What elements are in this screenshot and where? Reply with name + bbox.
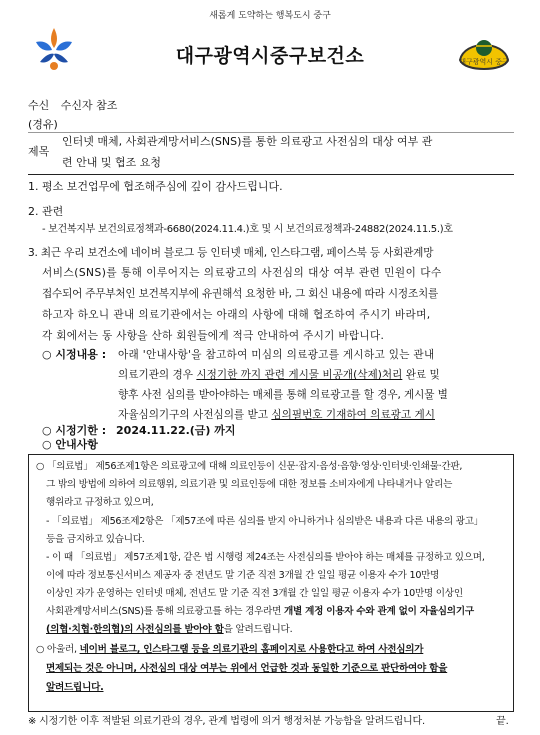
subject-line-2: 련 안내 및 협조 요청 xyxy=(62,156,161,169)
organization-name: 대구광역시중구보건소 xyxy=(175,45,365,67)
notice-line: 행위라고 규정하고 있으며, xyxy=(46,497,154,508)
correction-content-emphasis: 심의필번호 기재하여 의료광고 게시 xyxy=(271,409,435,421)
notice-text: ○ 아울러, xyxy=(36,644,80,655)
subject-line-1: 인터넷 매체, 사회관계망서비스(SNS)를 통한 의료광고 사전심의 대상 여부 관 xyxy=(62,135,433,148)
notice-text: 을 알려드립니다. xyxy=(223,624,293,635)
recipient-label: 수신 xyxy=(28,99,50,112)
footer-note: ※ 시정기한 이후 적발된 의료기관의 경우, 관계 법령에 의거 행정처분 가능함을 알려드립니다. xyxy=(28,716,425,727)
correction-content-text: 완료 및 xyxy=(402,369,440,381)
correction-content-line: 향후 사전 심의를 받아야하는 매체를 통해 의료광고를 할 경우, 게시물 별 xyxy=(118,389,448,401)
notice-emphasis: 개별 계정 이용자 수와 관계 없이 자율심의기구 xyxy=(283,606,474,617)
correction-content-text: 자율심의기구의 사전심의를 받고 xyxy=(118,409,272,421)
notice-line: - 「의료법」 제56조제2항은 「제57조에 따른 심의를 받지 아니하거나 심의받은 내용과 다른 내용의 광고」 xyxy=(46,516,484,527)
item-2-reference: - 보건복지부 보건의료정책과-6680(2024.11.4.)호 및 시 보건의료정책과-24882(2024.11.5.)호 xyxy=(42,224,453,235)
deadline-value: 2024.11.22.(금) 까지 xyxy=(116,424,236,437)
notice-emphasis-line: 알려드립니다. xyxy=(46,682,104,693)
correction-content-emphasis: 시정기한 까지 관련 게시물 비공개(삭제)처리 xyxy=(196,369,403,381)
recipient-value: 수신자 참조 xyxy=(60,99,118,112)
end-mark: 끝. xyxy=(496,716,509,727)
item-3-line: 서비스(SNS)를 통해 이루어지는 의료광고의 사전심의 대상 여부 관련 민원이 다수 xyxy=(42,267,442,279)
item-1: 1. 평소 보건업무에 협조해주심에 깊이 감사드립니다. xyxy=(28,180,283,193)
notice-emphasis-line: 면제되는 것은 아니며, 사전심의 대상 여부는 위에서 언급한 것과 동일한 기준으로 판단하여야 함을 xyxy=(46,663,448,674)
correction-content-label: ○ 시정내용 : xyxy=(42,348,107,361)
notice-text: 사회관계망서비스(SNS)를 통해 의료광고를 하는 경우라면 xyxy=(46,606,284,617)
notice-line: 이에 따라 정보통신서비스 제공자 중 전년도 말 기준 직전 3개월 간 일일 평균 이용자 수가 10만명 xyxy=(46,570,440,581)
notice-line: ○ 「의료법」 제56조제1항은 의료광고에 대해 의료인등이 신문·잡지·음성·음향·영상·인터넷·인쇄물·간판, xyxy=(36,461,463,472)
notice-line: 이상인 자가 운영하는 인터넷 매체, 전년도 말 기준 직전 3개월 간 일일 평균 이용자 수가 10만명 이상인 xyxy=(46,588,463,599)
item-3-line: 각 회에서는 동 사항을 산하 회원들에게 적극 안내하여 주시기 바랍니다. xyxy=(42,330,385,342)
notice-emphasis: 네이버 블로그, 인스타그램 등을 의료기관의 홈페이지로 사용한다고 하여 사전심의가 xyxy=(79,644,424,655)
item-3-line: 3. 최근 우리 보건소에 네이버 블로그 등 인터넷 매체, 인스타그램, 페이스북 등 사회관계망 xyxy=(28,247,434,259)
item-2: 2. 관련 xyxy=(28,205,64,218)
title-divider xyxy=(28,174,514,175)
slogan: 새롭게 도약하는 행복도시 중구 xyxy=(209,11,331,21)
item-3-line: 하고자 하오니 관내 의료기관에서는 아래의 사항에 대해 협조하여 주시기 바라며, xyxy=(42,309,431,321)
correction-content-text: 의료기관의 경우 xyxy=(118,369,197,381)
correction-content-line: 아래 '안내사항'을 참고하여 미심의 의료광고를 게시하고 있는 관내 xyxy=(118,349,435,361)
via-label: (경유) xyxy=(28,118,58,131)
notice-line: 등을 금지하고 있습니다. xyxy=(46,534,145,545)
header-divider xyxy=(28,132,514,133)
svg-text:대구광역시 중구: 대구광역시 중구 xyxy=(459,58,509,66)
notice-emphasis: (의협·치협·한의협)의 사전심의를 받아야 함 xyxy=(46,624,224,635)
district-emblem-icon xyxy=(454,30,514,76)
item-3-line: 접수되어 주무부처인 보건복지부에 유권해석 요청한 바, 그 회신 내용에 따라 시정조치를 xyxy=(42,288,439,300)
notice-line: 그 밖의 방법에 의하여 의료행위, 의료기관 및 의료인등에 대한 정보를 소비자에게 나타내거나 알리는 xyxy=(46,479,453,490)
notice-line: - 이 때 「의료법」 제57조제1항, 같은 법 시행령 제24조는 사전심의를 받아야 하는 매체를 규정하고 있으며, xyxy=(46,552,485,563)
subject-label: 제목 xyxy=(28,145,50,158)
guide-label: ○ 안내사항 xyxy=(42,438,98,451)
deadline-label: ○ 시정기한 : xyxy=(42,424,107,437)
